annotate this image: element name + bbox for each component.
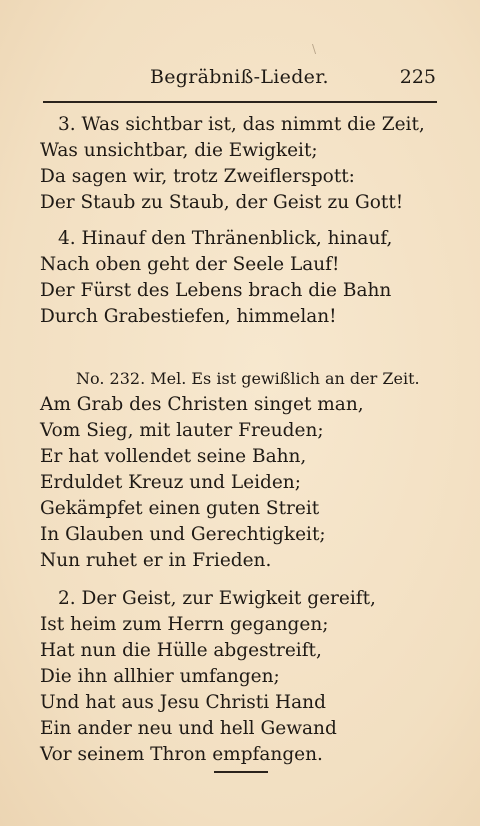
verse-line: Der Fürst des Lebens brach die Bahn [40,280,392,301]
verse-line: Nun ruhet er in Frieden. [40,550,272,571]
running-title: Begräbniß-Lieder. [150,66,329,88]
verse-line: Gekämpfet einen guten Streit [40,498,320,519]
verse-line: Hat nun die Hülle abgestreift, [40,640,322,661]
verse-line: Durch Grabestiefen, himmelan! [40,306,337,327]
verse-line: Da sagen wir, trotz Zweiflerspott: [40,166,355,187]
verse-line: Was unsichtbar, die Ewigkeit; [40,140,318,161]
verse-line: 4. Hinauf den Thränenblick, hinauf, [58,228,393,249]
hymn-heading: No. 232. Mel. Es ist gewißlich an der Zeit. [76,369,420,388]
verse-line: Die ihn allhier umfangen; [40,666,280,687]
running-header [0,66,480,92]
verse-line: Erduldet Kreuz und Leiden; [40,472,301,493]
verse-line: 3. Was sichtbar ist, das nimmt die Zeit, [58,114,425,135]
verse-line: Vor seinem Thron empfangen. [40,744,323,765]
page-speck: \ [312,42,317,56]
end-rule [214,771,268,773]
verse-line: Am Grab des Christen singet man, [40,394,364,415]
page-number: 225 [399,66,436,88]
verse-line: Er hat vollendet seine Bahn, [40,446,307,467]
verse-line: Ist heim zum Herrn gegangen; [40,614,329,635]
header-rule [43,101,437,103]
verse-line: Nach oben geht der Seele Lauf! [40,254,340,275]
verse-line: 2. Der Geist, zur Ewigkeit gereift, [58,588,376,609]
verse-line: Ein ander neu und hell Gewand [40,718,337,739]
verse-line: In Glauben und Gerechtigkeit; [40,524,326,545]
verse-line: Der Staub zu Staub, der Geist zu Gott! [40,192,404,213]
verse-line: Und hat aus Jesu Christi Hand [40,692,326,713]
verse-line: Vom Sieg, mit lauter Freuden; [40,420,324,441]
